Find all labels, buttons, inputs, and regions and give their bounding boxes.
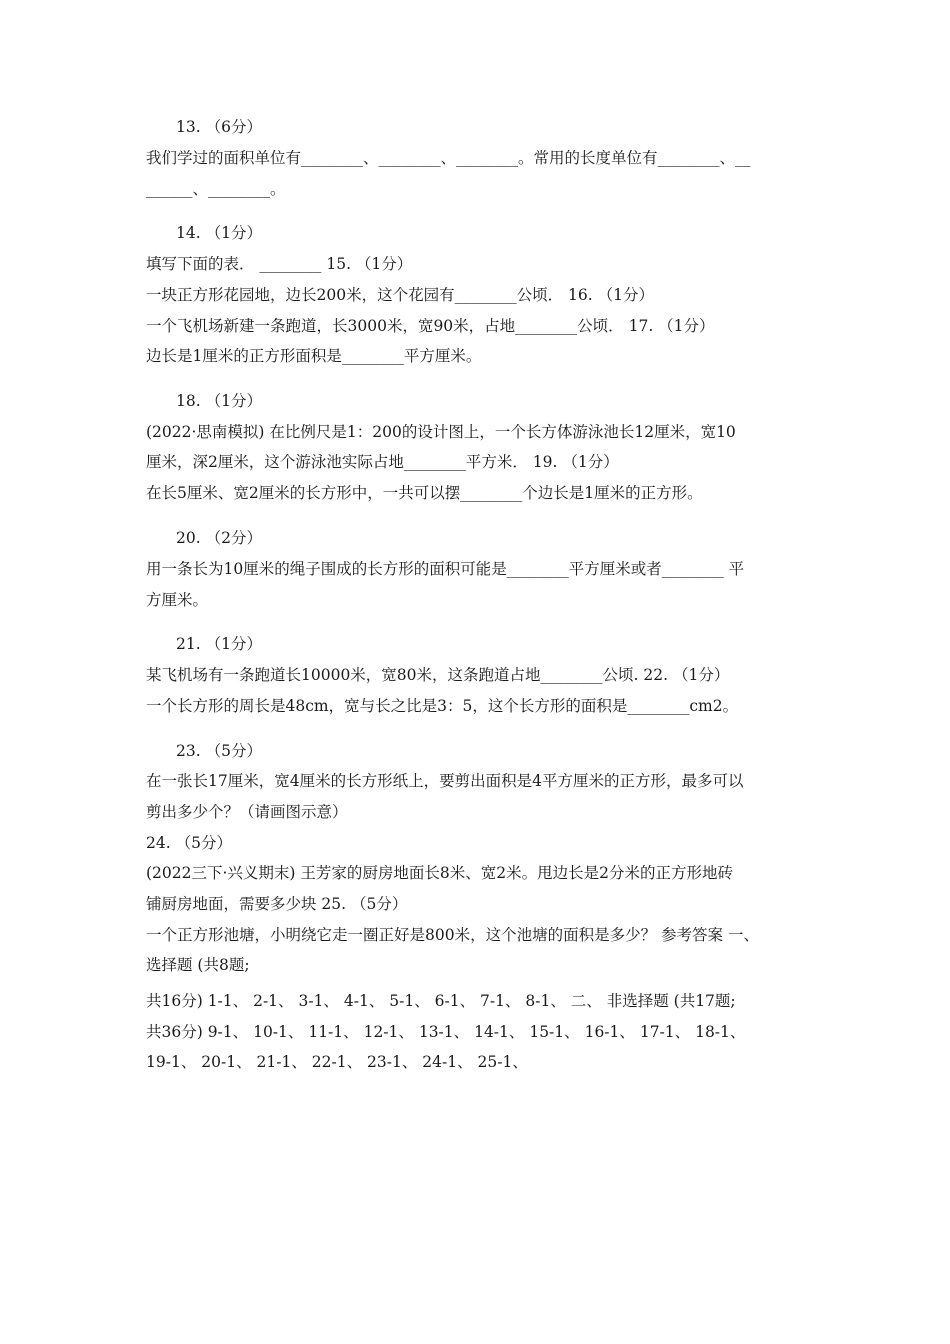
answer-section-header: 选择题 (共8题; [146,956,250,974]
answer-list-line-2: 共36分) 9-1、 10-1、 11-1、 12-1、 13-1、 14-1、 15-1、 16-1、 17-1、 18-1、 [146,1023,746,1041]
question-14-text: 填写下面的表． ________ 15. （1分） [146,255,413,273]
question-22-text: 一个长方形的周长是48cm，宽与长之比是3：5，这个长方形的面积是________cm2。 [146,697,739,715]
question-16-text: 一个飞机场新建一条跑道，长3000米，宽90米，占地________公顷． 17. （1分） [146,317,715,335]
question-17-text: 边长是1厘米的正方形面积是________平方厘米。 [146,347,482,365]
question-25-text: 一个正方形池塘，小明绕它走一圈正好是800米，这个池塘的面积是多少？ 参考答案 一、 [146,926,759,944]
answer-list-line-1: 共16分) 1-1、 2-1、 3-1、 4-1、 5-1、 6-1、 7-1、 8-1、 二、 非选择题 (共17题; [146,992,736,1010]
question-15-text: 一块正方形花园地，边长200米，这个花园有________公顷． 16. （1分） [146,286,654,304]
question-21-text: 某飞机场有一条跑道长10000米，宽80米，这条跑道占地________公顷. 22. （1分） [146,666,730,684]
question-18-text-line-2: 厘米，深2厘米，这个游泳池实际占地________平方米． 19. （1分） [146,453,619,471]
question-18-text-line-1: (2022·思南模拟) 在比例尺是1：200的设计图上，一个长方体游泳池长12厘米，宽10 [146,423,736,441]
question-13-header: 13. （6分） [176,118,262,136]
question-21-header: 21. （1分） [176,635,262,653]
question-24-text-line-2: 铺厨房地面，需要多少块 25. （5分） [146,895,408,913]
question-20-text-line-2: 方厘米。 [146,591,209,609]
question-13-text-line-1: 我们学过的面积单位有________、________、________。常用的长度单位有________、__ [146,149,751,167]
question-23-text-line-2: 剪出多少个？（请画图示意） [146,803,348,821]
question-24-text-line-1: (2022三下·兴义期末) 王芳家的厨房地面长8米、宽2米。甩边长是2分米的正方形地砖 [146,864,733,882]
answer-list-line-3: 19-1、 20-1、 21-1、 22-1、 23-1、 24-1、 25-1、 [146,1053,528,1071]
question-23-header: 23. （5分） [176,742,262,760]
question-13-text-line-2: ______、________。 [146,180,286,198]
question-18-header: 18. （1分） [176,392,262,410]
question-20-header: 20. （2分） [176,529,262,547]
question-23-text-line-1: 在一张长17厘米，宽4厘米的长方形纸上，要剪出面积是4平方厘米的正方形，最多可以 [146,772,744,790]
question-19-text: 在长5厘米、宽2厘米的长方形中，一共可以摆________个边长是1厘米的正方形。 [146,484,703,502]
question-20-text-line-1: 用一条长为10厘米的绳子围成的长方形的面积可能是________平方厘米或者________ 平 [146,560,745,578]
question-24-header: 24. （5分） [146,834,232,852]
question-14-header: 14. （1分） [176,224,262,242]
